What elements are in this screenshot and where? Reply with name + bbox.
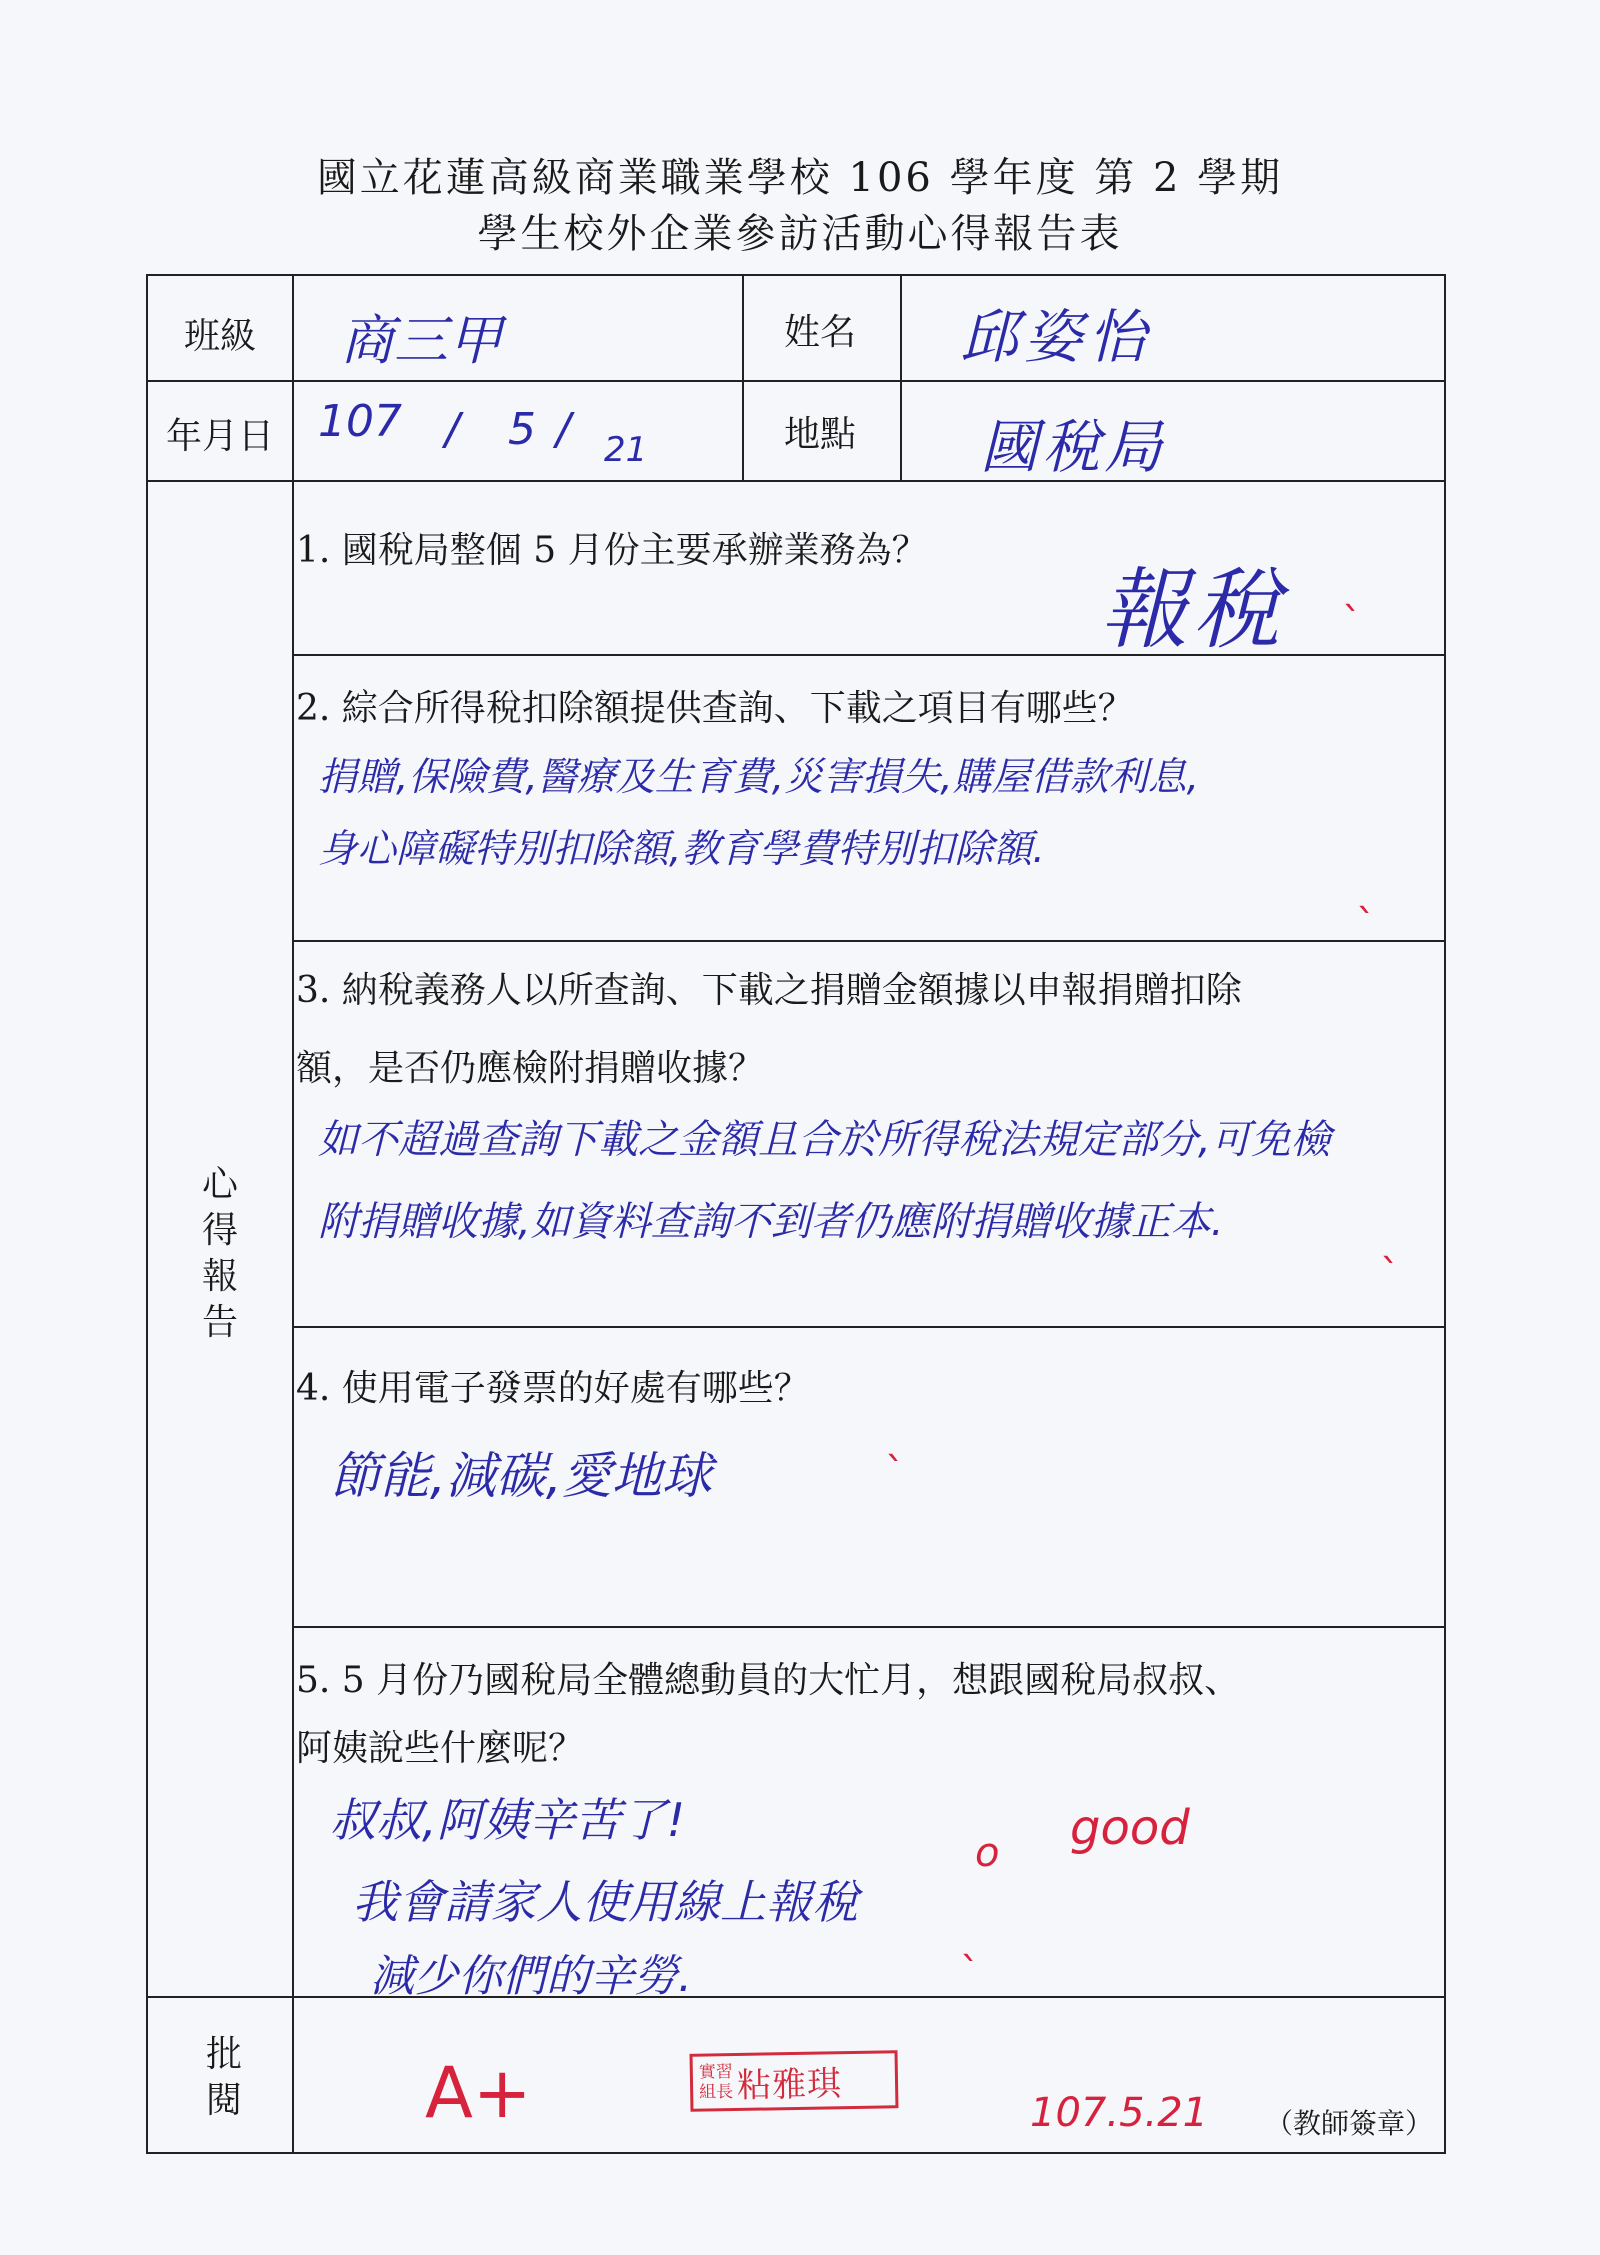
teacher-seal bbox=[690, 2050, 899, 2112]
date-day: 21 bbox=[604, 430, 648, 470]
class-label: 班級 bbox=[183, 316, 256, 357]
grade: A+ bbox=[425, 2052, 532, 2134]
date-slash-1: / bbox=[445, 404, 460, 455]
question-1: 1. 國稅局整個 5 月份主要承辦業務為？ bbox=[296, 530, 928, 571]
check-mark: ˋ bbox=[1380, 1252, 1400, 1298]
review-label-text: 批閱 bbox=[205, 2034, 242, 2121]
review-date: 107.5.21 bbox=[1030, 2090, 1209, 2136]
question-3: 3. 納稅義務人以所查詢、下載之捐贈金額據以申報捐贈扣除 bbox=[296, 970, 1242, 1011]
place-value: 國稅局 bbox=[980, 413, 1167, 481]
date-month: 5 bbox=[508, 404, 536, 455]
date-label: 年月日 bbox=[165, 416, 274, 457]
form-subtitle: 學生校外企業參訪活動心得報告表 bbox=[477, 211, 1123, 257]
question-4: 4. 使用電子發票的好處有哪些？ bbox=[296, 1368, 810, 1409]
answer-5-line-3: 減少你們的辛勞. bbox=[370, 1951, 692, 2002]
review-label bbox=[202, 2032, 246, 2124]
circle-mark: o bbox=[975, 1830, 1000, 1876]
answer-4: 節能,減碳,愛地球 bbox=[330, 1447, 712, 1505]
answer-2-line-1: 捐贈,保險費,醫療及生育費,災害損失,購屋借款利息, bbox=[318, 755, 1199, 800]
place-label: 地點 bbox=[783, 414, 856, 455]
question-2: 2. 綜合所得稅扣除額提供查詢、下載之項目有哪些？ bbox=[296, 688, 1134, 729]
section-label bbox=[198, 1162, 242, 1346]
seal-text-2: 組長 bbox=[699, 2082, 734, 2103]
class-value: 商三甲 bbox=[340, 309, 502, 372]
teacher-signature-note: （教師簽章） bbox=[1265, 2107, 1434, 2140]
section-label-text: 心得報告 bbox=[201, 1164, 238, 1343]
form-title: 國立花蓮高級商業職業學校 106 學年度 第 2 學期 bbox=[316, 155, 1284, 201]
name-label: 姓名 bbox=[783, 312, 856, 353]
check-mark: ˋ bbox=[885, 1450, 905, 1496]
answer-3-line-1: 如不超過查詢下載之金額且合於所得稅法規定部分,可免檢 bbox=[318, 1117, 1331, 1163]
question-5-cont: 阿姨說些什麼呢？ bbox=[296, 1728, 585, 1769]
question-3-cont: 額，是否仍應檢附捐贈收據？ bbox=[296, 1048, 765, 1089]
student-name: 邱姿怡 bbox=[960, 303, 1153, 371]
seal-name: 粘雅琪 bbox=[736, 2063, 843, 2106]
seal-text-1: 實習 bbox=[698, 2062, 734, 2083]
answer-1: 報稅 bbox=[1100, 558, 1285, 661]
answer-2-line-2: 身心障礙特別扣除額,教育學費特別扣除額. bbox=[318, 827, 1045, 872]
question-5: 5. 5 月份乃國稅局全體總動員的大忙月，想跟國稅局叔叔、 bbox=[296, 1660, 1241, 1701]
answer-3-line-2: 附捐贈收據,如資料查詢不到者仍應附捐贈收據正本. bbox=[318, 1199, 1224, 1245]
date-year: 107 bbox=[318, 396, 402, 447]
answer-5-line-1: 叔叔,阿姨辛苦了! bbox=[330, 1793, 686, 1847]
answer-5-line-2: 我會請家人使用線上報稅 bbox=[352, 1875, 858, 1929]
check-mark: ˋ bbox=[960, 1950, 980, 1996]
date-slash-2: / bbox=[556, 404, 571, 455]
check-mark: ˋ bbox=[1342, 600, 1362, 646]
check-mark: ˋ bbox=[1356, 902, 1376, 948]
teacher-comment: good bbox=[1070, 1800, 1190, 1856]
